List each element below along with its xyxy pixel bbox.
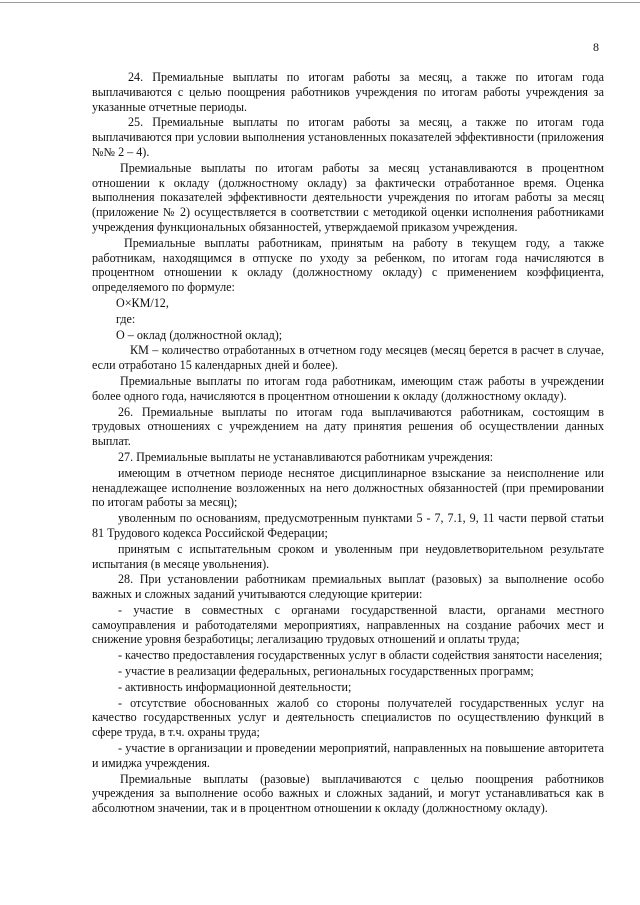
paragraph-new-employees: Премиальные выплаты работникам, принятым на работу в текущем году, а также работникам, находящимся в отпуске по уходу за ребенком, по итогам года начисляются в процентном отношении к окладу (должностному окладу) с применением коэффициента, определяемого по формуле: bbox=[92, 235, 604, 295]
formula: О×КМ/12, bbox=[116, 295, 169, 310]
formula-km-definition: КМ – количество отработанных в отчетном году месяцев (месяц берется в расчет в случае, если отработано 15 календарных дней и более). bbox=[92, 343, 604, 373]
criterion-information-activity: - активность информационной деятельности; bbox=[118, 679, 352, 694]
page-number: 8 bbox=[593, 40, 599, 54]
scan-edge-line bbox=[0, 2, 640, 3]
paragraph-28: 28. При установлении работникам премиальных выплат (разовых) за выполнение особо важных и сложных заданий учитываются следующие критерии: bbox=[92, 572, 604, 602]
paragraph-27-item-disciplinary: имеющим в отчетном периоде неснятое дисциплинарное взыскание за неисполнение или ненадлежащее исполнение возложенных на него должностных обязанностей (при премировании по итогам работы за месяц); bbox=[92, 465, 604, 510]
paragraph-experienced-employees: Премиальные выплаты по итогам года работникам, имеющим стаж работы в учреждении более одного года, начисляются в процентном отношении к окладу (должностному окладу). bbox=[92, 373, 604, 403]
paragraph-27-item-probation: принятым с испытательным сроком и уволенным при неудовлетворительном результате испытания (в месяце увольнения). bbox=[92, 541, 604, 571]
paragraph-monthly-bonus: Премиальные выплаты по итогам работы за месяц устанавливаются в процентном отношении к окладу (должностному окладу) за фактически отработанное время. Оценка выполнения показателей эффективности деятельности учреждения по итогам работы за месяц (приложение № 2) осуществляется в соответствии с методикой оценки исполнения работниками учреждения функциональных обязанностей, утверждаемой приказом учреждения. bbox=[92, 160, 604, 234]
criterion-no-complaints: - отсутствие обоснованных жалоб со стороны получателей государственных услуг на качество государственных услуг и деятельность специалистов по осуществлению функций в сфере труда, в т.ч. охраны труда; bbox=[92, 695, 604, 740]
formula-o-definition: О – оклад (должностной оклад); bbox=[116, 327, 283, 342]
document-body bbox=[92, 70, 604, 817]
criterion-events: - участие в организации и проведении мероприятий, направленных на повышение авторитета и имиджа учреждения. bbox=[92, 741, 604, 770]
criterion-programs: - участие в реализации федеральных, региональных государственных программ; bbox=[118, 664, 534, 679]
criterion-joint-participation: - участие в совместных с органами государственной власти, органами местного самоуправления и работодателями мероприятиях, направленных на создание рабочих мест и снижение уровня безработицы; легализацию трудовых отношений и оплаты труда; bbox=[92, 602, 604, 647]
paragraph-26: 26. Премиальные выплаты по итогам года выплачиваются работникам, состоящим в трудовых отношениях с учреждением на дату принятия решения об осуществлении данных выплат. bbox=[92, 404, 604, 449]
criterion-service-quality: - качество предоставления государственных услуг в области содействия занятости населения; bbox=[118, 648, 603, 663]
paragraph-27-item-dismissed: уволенным по основаниям, предусмотренным пунктами 5 - 7, 7.1, 9, 11 части первой статьи 81 Трудового кодекса Российской Федерации; bbox=[92, 511, 604, 540]
paragraph-27: 27. Премиальные выплаты не устанавливаются работникам учреждения: bbox=[118, 449, 494, 464]
paragraph-24: 24. Премиальные выплаты по итогам работы за месяц, а также по итогам года выплачиваются с целью поощрения работников учреждения по итогам работы учреждения за указанные отчетные периоды. bbox=[92, 70, 604, 114]
paragraph-25: 25. Премиальные выплаты по итогам работы за месяц, а также по итогам года выплачиваются при условии выполнения установленных показателей эффективности (приложения №№ 2 – 4). bbox=[92, 115, 604, 159]
paragraph-one-time-bonus: Премиальные выплаты (разовые) выплачиваются с целью поощрения работников учреждения за выполнение особо важных и сложных заданий, и могут устанавливаться как в абсолютном значении, так и в процентном отношении к окладу (должностному окладу). bbox=[92, 771, 604, 816]
formula-where: где: bbox=[116, 311, 136, 326]
